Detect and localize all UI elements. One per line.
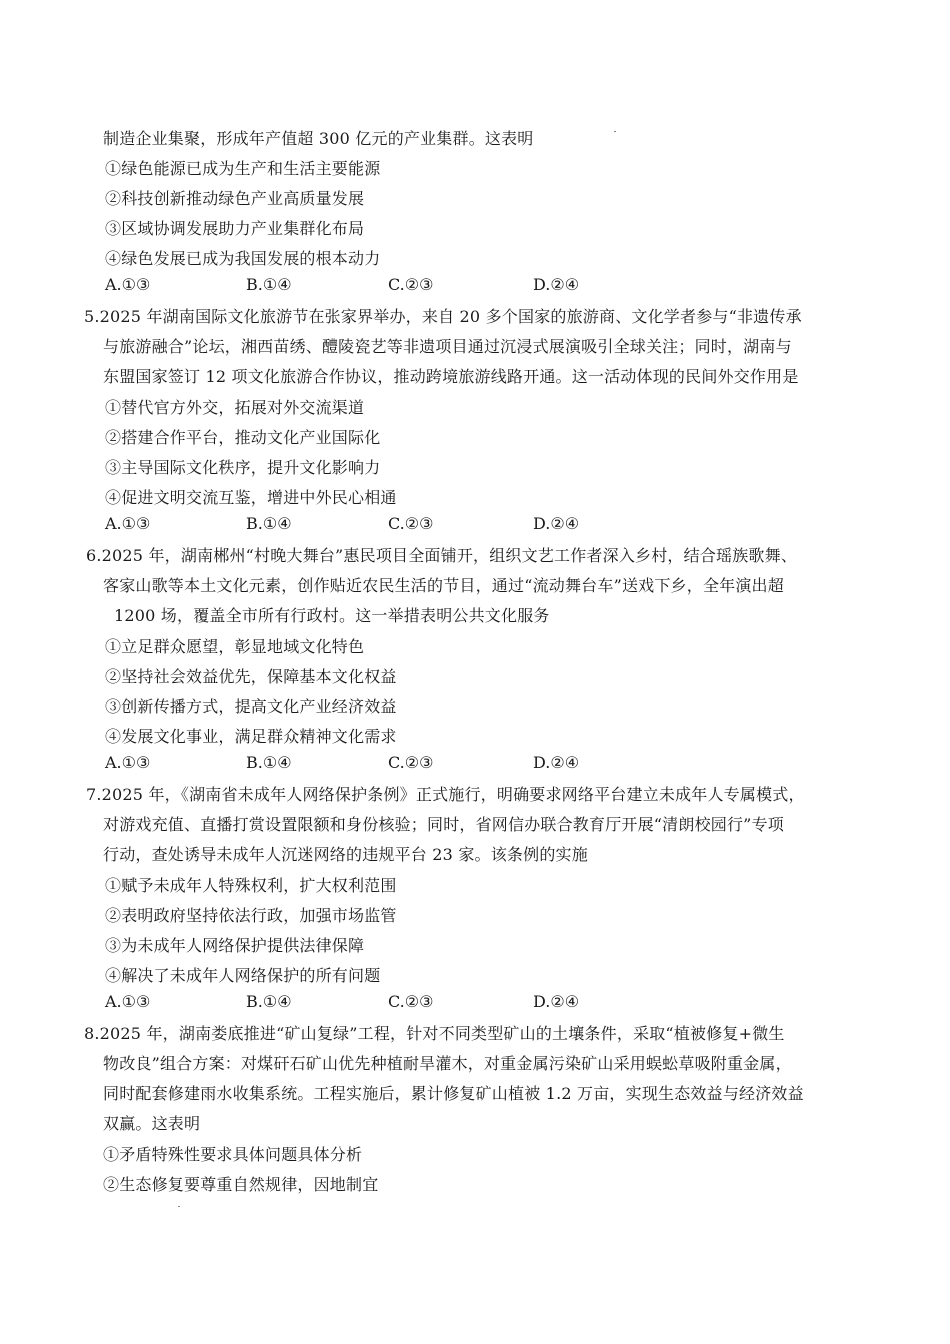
q6-choice-c: C.②③ xyxy=(388,753,434,772)
q5-option-4: ④促进文明交流互鉴，增进中外民心相通 xyxy=(105,488,397,507)
q5-option-3: ③主导国际文化秩序，提升文化影响力 xyxy=(105,458,381,477)
q8-stem-line-4: 双赢。这表明 xyxy=(103,1114,201,1133)
q7-stem-line-1: 7.2025 年，《湖南省未成年人网络保护条例》正式施行，明确要求网络平台建立未成年人专属模式， xyxy=(86,785,805,804)
q6-choice-d: D.②④ xyxy=(533,753,580,772)
q6-option-4: ④发展文化事业，满足群众精神文化需求 xyxy=(105,727,397,746)
q4-option-3: ③区域协调发展助力产业集群化布局 xyxy=(105,219,365,238)
q5-stem-line-3: 东盟国家签订 12 项文化旅游合作协议，推动跨境旅游线路开通。这一活动体现的民间外交作用是 xyxy=(103,367,799,386)
q5-choice-b: B.①④ xyxy=(246,514,292,533)
q6-option-1: ①立足群众愿望，彰显地域文化特色 xyxy=(105,637,365,656)
q7-option-3: ③为未成年人网络保护提供法律保障 xyxy=(105,936,365,955)
q6-choice-a: A.①③ xyxy=(105,753,151,772)
q7-choice-a: A.①③ xyxy=(105,992,151,1011)
q6-option-2: ②坚持社会效益优先，保障基本文化权益 xyxy=(105,667,397,686)
q6-stem-line-2: 客家山歌等本土文化元素，创作贴近农民生活的节目，通过“流动舞台车”送戏下乡，全年演出超 xyxy=(103,576,784,595)
q7-choice-b: B.①④ xyxy=(246,992,292,1011)
q8-stem-line-3: 同时配套修建雨水收集系统。工程实施后，累计修复矿山植被 1.2 万亩，实现生态效益与经济效益 xyxy=(103,1084,804,1103)
q6-stem-line-1: 6.2025 年，湖南郴州“村晚大舞台”惠民项目全面铺开，组织文艺工作者深入乡村，结合瑶族歌舞、 xyxy=(86,546,798,565)
q8-option-1: ①矛盾特殊性要求具体问题具体分析 xyxy=(103,1145,363,1164)
q4-choice-a: A.①③ xyxy=(105,275,151,294)
q8-stem-line-2: 物改良”组合方案：对煤矸石矿山优先种植耐旱灌木，对重金属污染矿山采用蜈蚣草吸附重金属， xyxy=(103,1054,792,1073)
scan-speck xyxy=(178,1206,180,1207)
q5-option-2: ②搭建合作平台，推动文化产业国际化 xyxy=(105,428,381,447)
q7-choice-d: D.②④ xyxy=(533,992,580,1011)
q5-choice-d: D.②④ xyxy=(533,514,580,533)
q4-stem-line-1: 制造企业集聚，形成年产值超 300 亿元的产业集群。这表明 xyxy=(103,129,534,148)
q4-option-4: ④绿色发展已成为我国发展的根本动力 xyxy=(105,249,381,268)
q6-option-3: ③创新传播方式，提高文化产业经济效益 xyxy=(105,697,397,716)
q4-choice-c: C.②③ xyxy=(388,275,434,294)
q6-choice-b: B.①④ xyxy=(246,753,292,772)
q4-choice-d: D.②④ xyxy=(533,275,580,294)
q5-stem-line-2: 与旅游融合”论坛，湘西苗绣、醴陵瓷艺等非遗项目通过沉浸式展演吸引全球关注；同时，湖南与 xyxy=(103,337,792,356)
q7-stem-line-2: 对游戏充值、直播打赏设置限额和身份核验；同时，省网信办联合教育厅开展“清朗校园行”专项 xyxy=(103,815,784,834)
q4-option-1: ①绿色能源已成为生产和生活主要能源 xyxy=(105,159,381,178)
q5-option-1: ①替代官方外交，拓展对外交流渠道 xyxy=(105,398,365,417)
q7-stem-line-3: 行动，查处诱导未成年人沉迷网络的违规平台 23 家。该条例的实施 xyxy=(103,845,588,864)
q7-option-2: ②表明政府坚持依法行政，加强市场监管 xyxy=(105,906,397,925)
q7-choice-c: C.②③ xyxy=(388,992,434,1011)
scan-speck xyxy=(614,131,616,132)
q4-option-2: ②科技创新推动绿色产业高质量发展 xyxy=(105,189,365,208)
q5-stem-line-1: 5.2025 年湖南国际文化旅游节在张家界举办，来自 20 多个国家的旅游商、文化学者参与“非遗传承 xyxy=(84,307,802,326)
q6-stem-line-3: 1200 场，覆盖全市所有行政村。这一举措表明公共文化服务 xyxy=(114,606,550,625)
q7-option-4: ④解决了未成年人网络保护的所有问题 xyxy=(105,966,381,985)
q5-choice-c: C.②③ xyxy=(388,514,434,533)
q5-choice-a: A.①③ xyxy=(105,514,151,533)
q7-option-1: ①赋予未成年人特殊权利，扩大权利范围 xyxy=(105,876,397,895)
q8-stem-line-1: 8.2025 年，湖南娄底推进“矿山复绿”工程，针对不同类型矿山的土壤条件，采取“植被修复+微生 xyxy=(84,1024,785,1043)
q8-option-2: ②生态修复要尊重自然规律，因地制宜 xyxy=(103,1175,379,1194)
q4-choice-b: B.①④ xyxy=(246,275,292,294)
